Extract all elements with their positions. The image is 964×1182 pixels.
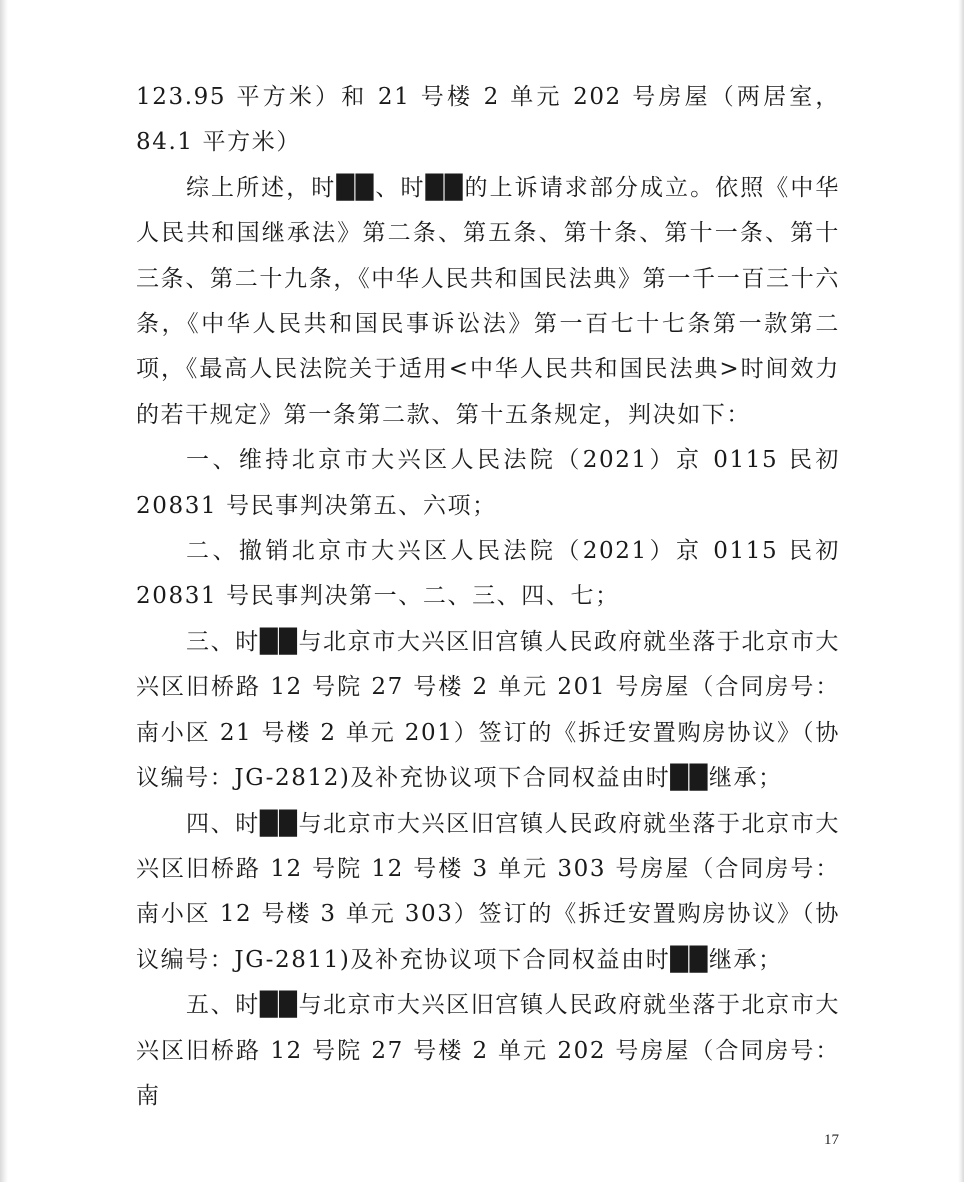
paragraph-continuation: 123.95 平方米）和 21 号楼 2 单元 202 号房屋（两居室，84.1 平方米） [136, 84, 840, 156]
judgment-item-5: 五、时██与北京市大兴区旧宫镇人民政府就坐落于北京市大兴区旧桥路 12 号院 27 号楼 2 单元 202 号房屋（合同房号：南 [136, 992, 840, 1109]
judgment-item-3: 三、时██与北京市大兴区旧宫镇人民政府就坐落于北京市大兴区旧桥路 12 号院 27 号楼 2 单元 201 号房屋（合同房号：南小区 21 号楼 2 单元 201）签订的《拆迁安置购房协议》（协议编号：JG-2812)及补充协议项下合同权益由时██继承； [136, 628, 840, 792]
judgment-item-2: 二、撤销北京市大兴区人民法院（2021）京 0115 民初 20831 号民事判决第一、二、三、四、七； [136, 538, 840, 610]
page-right-edge [958, 0, 964, 1182]
judgment-item-1: 一、维持北京市大兴区人民法院（2021）京 0115 民初 20831 号民事判决第五、六项； [136, 447, 840, 519]
document-body [136, 75, 840, 1119]
page-number: 17 [824, 1132, 839, 1148]
page-left-edge [0, 0, 8, 1182]
paragraph-conclusion: 综上所述，时██、时██的上诉请求部分成立。依照《中华人民共和国继承法》第二条、第五条、第十条、第十一条、第十三条、第二十九条，《中华人民共和国民法典》第一千一百三十六条，《中华人民共和国民事诉讼法》第一百七十七条第一款第二项，《最高人民法院关于适用<中华人民共和国民法典>时间效力的若干规定》第一条第二款、第十五条规定，判决如下： [136, 174, 840, 428]
judgment-item-4: 四、时██与北京市大兴区旧宫镇人民政府就坐落于北京市大兴区旧桥路 12 号院 12 号楼 3 单元 303 号房屋（合同房号：南小区 12 号楼 3 单元 303）签订的《拆迁安置购房协议》（协议编号：JG-2811)及补充协议项下合同权益由时██继承； [136, 810, 840, 973]
